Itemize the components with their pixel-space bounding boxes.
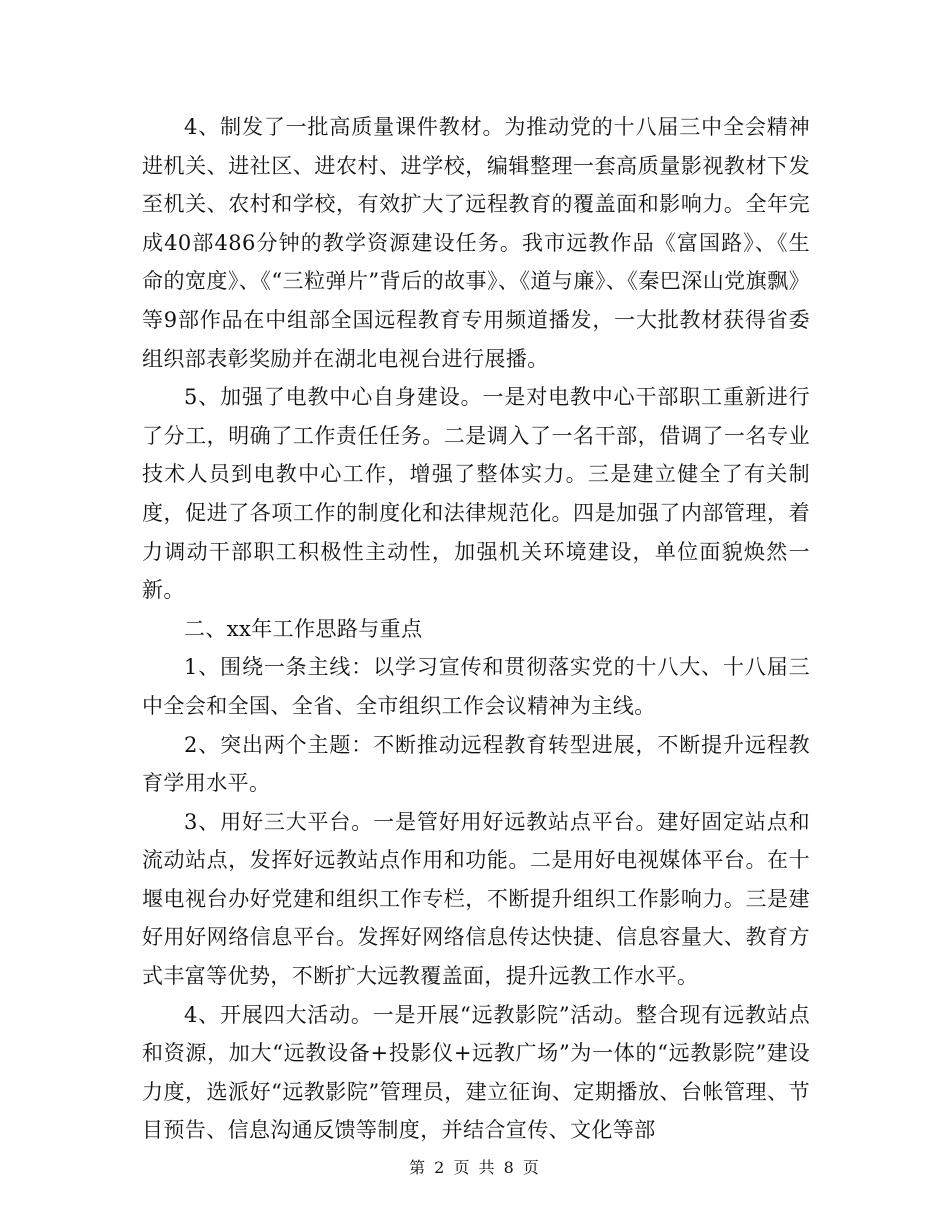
paragraph-four-activities: 4、开展四大活动。一是开展“远教影院”活动。整合现有远教站点和资源，加大“远教设备+投影仪+远教广场”为一体的“远教影院”建设力度，选派好“远教影院”管理员，建立征询、定期播放、台帐管理、节目预告、信息沟通反馈等制度，并结合宣传、文化等部 bbox=[142, 1002, 810, 1143]
paragraph-three-platforms: 3、用好三大平台。一是管好用好远教站点平台。建好固定站点和流动站点，发挥好远教站点作用和功能。二是用好电视媒体平台。在十堰电视台办好党建和组织工作专栏，不断提升组织工作影响力。三是建好用好网络信息平台。发挥好网络信息传达快捷、信息容量大、教育方式丰富等优势，不断扩大远教覆盖面，提升远教工作水平。 bbox=[142, 809, 810, 989]
document-body bbox=[142, 108, 810, 1150]
paragraph-two-themes: 2、突出两个主题：不断推动远程教育转型进展，不断提升远程教育学用水平。 bbox=[142, 732, 810, 796]
paragraph-main-line: 1、围绕一条主线：以学习宣传和贯彻落实党的十八大、十八届三中全会和全国、全省、全市组织工作会议精神为主线。 bbox=[142, 655, 810, 718]
section-heading-work-plan: 二、xx年工作思路与重点 bbox=[184, 616, 423, 641]
page-footer: 第 2 页 共 8 页 bbox=[409, 1158, 541, 1177]
paragraph-courseware: 4、制发了一批高质量课件教材。为推动党的十八届三中全会精神进机关、进社区、进农村、进学校，编辑整理一套高质量影视教材下发至机关、农村和学校，有效扩大了远程教育的覆盖面和影响力。全年完成40部486分钟的教学资源建设任务。我市远教作品《富国路》、《生命的宽度》、《“三粒弹片”背后的故事》、《道与廉》、《秦巴深山党旗飘》等9部作品在中组部全国远程教育专用频道播发，一大批教材获得省委组织部表彰奖励并在湖北电视台进行展播。 bbox=[142, 115, 810, 371]
paragraph-center-construction: 5、加强了电教中心自身建设。一是对电教中心干部职工重新进行了分工，明确了工作责任任务。二是调入了一名干部，借调了一名专业技术人员到电教中心工作，增强了整体实力。三是建立健全了有关制度，促进了各项工作的制度化和法律规范化。四是加强了内部管理，着力调动干部职工积极性主动性，加强机关环境建设，单位面貌焕然一新。 bbox=[142, 385, 810, 603]
